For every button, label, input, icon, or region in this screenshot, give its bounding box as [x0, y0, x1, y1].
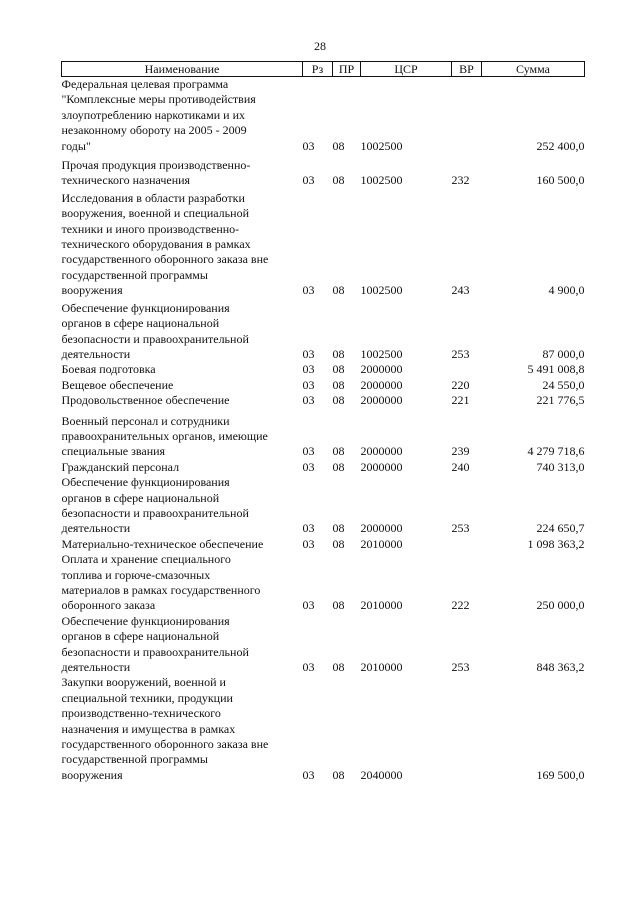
- table-header-row: [62, 62, 585, 77]
- row-rz: 03: [302, 393, 315, 408]
- row-name: [62, 158, 303, 189]
- row-sum: 224 650,7: [536, 521, 585, 536]
- table-row: [62, 552, 585, 614]
- row-sum: 848 363,2: [536, 660, 585, 675]
- row-sum: 24 550,0: [542, 377, 585, 392]
- row-pr: 08: [332, 283, 345, 298]
- table-row: [62, 77, 585, 155]
- row-vr: [452, 77, 482, 155]
- row-name-text: Продовольственное обеспечение: [61, 393, 230, 408]
- row-csr: 1002500: [360, 173, 403, 188]
- row-name-text: Вещевое обеспечение: [61, 377, 174, 392]
- row-name-text: Военный персонал и сотрудники правоохранительных органов, имеющие специальные звания: [61, 413, 268, 459]
- row-name: [62, 537, 303, 552]
- row-sum: 250 000,0: [536, 598, 585, 613]
- row-csr: 2000000: [360, 362, 403, 377]
- row-vr: 240: [451, 459, 470, 474]
- row-pr: 08: [332, 660, 345, 675]
- table-row: [62, 191, 585, 299]
- row-vr: 220: [451, 377, 470, 392]
- page-number: 28: [314, 39, 326, 53]
- row-vr: 253: [451, 660, 470, 675]
- row-name: [62, 460, 303, 475]
- table-body: [62, 77, 585, 784]
- row-rz: 03: [302, 173, 315, 188]
- row-vr: 243: [451, 283, 470, 298]
- row-rz: 03: [302, 536, 315, 551]
- row-rz: 03: [302, 377, 315, 392]
- row-vr: 253: [451, 346, 470, 361]
- row-sum: 5 491 008,8: [527, 362, 585, 377]
- header-vr: ВР: [452, 62, 482, 77]
- row-name-text: Обеспечение функционирования органов в сфере национальной безопасности и правоохранительной деятельности: [61, 475, 249, 536]
- row-name: [62, 301, 303, 363]
- table-row: [62, 301, 585, 363]
- row-rz: 03: [302, 459, 315, 474]
- row-sum: 221 776,5: [536, 393, 585, 408]
- row-sum: 160 500,0: [536, 173, 585, 188]
- row-rz: 03: [302, 521, 315, 536]
- row-name-text: Гражданский персонал: [61, 459, 180, 474]
- row-name: [62, 675, 303, 783]
- row-csr: 2000000: [360, 444, 403, 459]
- row-vr: [452, 362, 482, 377]
- row-name-text: Федеральная целевая программа "Комплексные меры противодействия злоупотреблению наркотиками и их незаконному обороту на 2005 - 2009 годы": [61, 77, 256, 153]
- row-name-text: Закупки вооружений, военной и специальной техники, продукции производственно-технического назначения и имущества в рамках государственного оборонного заказа вне государственной программы вооружения: [61, 675, 269, 782]
- row-pr: 08: [332, 598, 345, 613]
- row-sum: 4 900,0: [548, 283, 585, 298]
- row-sum: 87 000,0: [542, 346, 585, 361]
- table-row: [62, 158, 585, 189]
- row-csr: 2000000: [360, 393, 403, 408]
- table-row: [62, 614, 585, 676]
- row-csr: 1002500: [360, 283, 403, 298]
- row-vr: [452, 675, 482, 783]
- row-csr: 2040000: [360, 767, 403, 782]
- row-pr: 08: [332, 362, 345, 377]
- budget-table: [61, 61, 585, 783]
- row-csr: 2010000: [360, 598, 403, 613]
- row-csr: 2000000: [360, 459, 403, 474]
- row-name: [62, 378, 303, 393]
- row-pr: 08: [332, 444, 345, 459]
- row-name-text: Прочая продукция производственно- технического назначения: [61, 158, 251, 188]
- row-rz: 03: [302, 598, 315, 613]
- row-rz: 03: [302, 138, 315, 153]
- table-row: [62, 460, 585, 475]
- row-name: [62, 414, 303, 460]
- row-rz: 03: [302, 660, 315, 675]
- row-rz: 03: [302, 283, 315, 298]
- row-rz: 03: [302, 444, 315, 459]
- row-csr: 2000000: [360, 377, 403, 392]
- header-pr: ПР: [333, 62, 361, 77]
- table-row: [62, 475, 585, 537]
- row-name-text: Материально-техническое обеспечение: [61, 536, 264, 551]
- row-pr: 08: [332, 521, 345, 536]
- row-rz: 03: [302, 346, 315, 361]
- row-name-text: Обеспечение функционирования органов в сфере национальной безопасности и правоохранительной деятельности: [61, 300, 249, 361]
- row-vr: 221: [451, 393, 470, 408]
- row-pr: 08: [332, 138, 345, 153]
- row-name: [62, 362, 303, 377]
- table-row: [62, 393, 585, 408]
- table-row: [62, 378, 585, 393]
- row-pr: 08: [332, 377, 345, 392]
- row-sum: 740 313,0: [536, 459, 585, 474]
- header-sum: Сумма: [482, 62, 585, 77]
- header-name: Наименование: [62, 62, 303, 77]
- row-vr: 239: [451, 444, 470, 459]
- row-name-text: Боевая подготовка: [61, 362, 156, 377]
- header-rz: Рз: [303, 62, 333, 77]
- table-row: [62, 675, 585, 783]
- row-pr: 08: [332, 346, 345, 361]
- row-csr: 1002500: [360, 346, 403, 361]
- row-name: [62, 77, 303, 155]
- row-name: [62, 393, 303, 408]
- row-vr: 232: [451, 173, 470, 188]
- row-sum: 252 400,0: [536, 138, 585, 153]
- row-pr: 08: [332, 767, 345, 782]
- row-name-text: Исследования в области разработки вооружения, военной и специальной техники и иного производственно- технического оборудования в рамках государственного оборонного заказа вне государственной программы вооружения: [61, 190, 269, 298]
- row-name: [62, 475, 303, 537]
- row-name-text: Оплата и хранение специального топлива и горюче-смазочных материалов в рамках государственного оборонного заказа: [61, 552, 261, 613]
- row-csr: 2010000: [360, 536, 403, 551]
- table-row: [62, 537, 585, 552]
- row-pr: 08: [332, 459, 345, 474]
- row-sum: 4 279 718,6: [527, 444, 585, 459]
- row-pr: 08: [332, 536, 345, 551]
- row-name-text: Обеспечение функционирования органов в сфере национальной безопасности и правоохранительной деятельности: [61, 613, 249, 675]
- table-row: [62, 362, 585, 377]
- row-name: [62, 191, 303, 299]
- row-vr: [452, 537, 482, 552]
- row-sum: 169 500,0: [536, 767, 585, 782]
- row-vr: 253: [451, 521, 470, 536]
- row-csr: 2000000: [360, 521, 403, 536]
- row-rz: 03: [302, 362, 315, 377]
- header-csr: ЦСР: [361, 62, 452, 77]
- row-name: [62, 552, 303, 614]
- row-csr: 1002500: [360, 138, 403, 153]
- row-rz: 03: [302, 767, 315, 782]
- row-pr: 08: [332, 393, 345, 408]
- row-pr: 08: [332, 173, 345, 188]
- row-name: [62, 614, 303, 676]
- table-row: [62, 414, 585, 460]
- row-vr: 222: [451, 598, 470, 613]
- row-csr: 2010000: [360, 660, 403, 675]
- row-sum: 1 098 363,2: [527, 536, 585, 551]
